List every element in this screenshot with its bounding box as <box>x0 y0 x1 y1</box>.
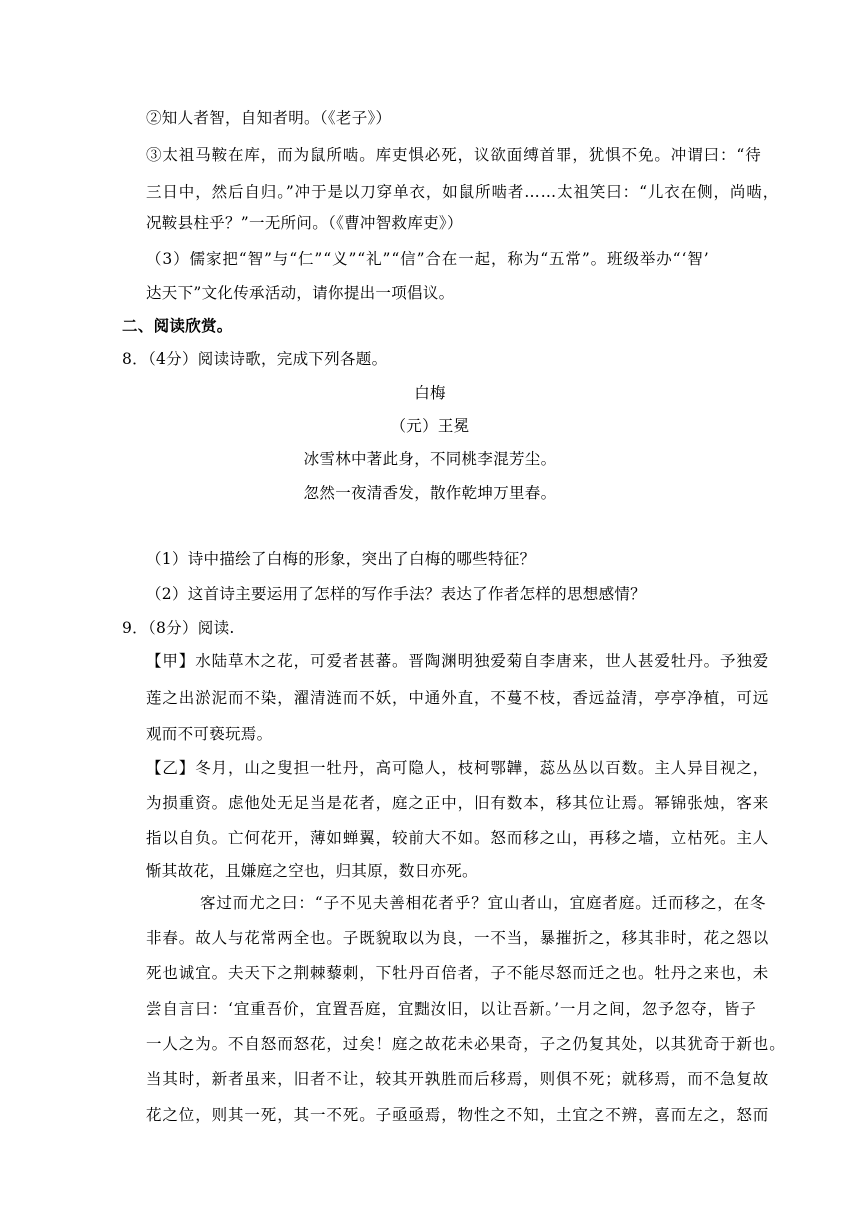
passage-yi-para2-line-3: 死也诚宜。夫天下之荆棘藜刺，下牡丹百倍者，子不能尽怒而迁之也。牡丹之来也，未 <box>146 964 770 982</box>
passage-yi-para2-line-6: 当其时，新者虽来，旧者不让，较其开孰胜而后移焉，则俱不死；就移焉，而不急复故 <box>146 1070 770 1088</box>
passage-jia-line-3: 观而不可亵玩焉。 <box>146 725 273 743</box>
passage-yi-para2-line-5: 一人之为。不自怒而怒花，过矣！庭之故花未必果奇，子之仍复其处，以其犹奇于新也。 <box>146 1035 786 1053</box>
quote-item-3-line-3: 况鞍县柱乎？”一无所问。（《曹冲智救库吏》） <box>146 214 463 232</box>
question-8-sub-1: （1）诗中描绘了白梅的形象，突出了白梅的哪些特征？ <box>146 550 536 568</box>
passage-yi-para2-line-7: 花之位，则其一死，其一不死。子亟亟焉，物性之不知，土宜之不辨，喜而左之，怒而 <box>146 1106 770 1124</box>
passage-yi-line-1: 【乙】冬月，山之叟担一牡丹，高可隐人，枝柯鄂韡，蕊丛丛以百数。主人异目视之， <box>146 759 770 777</box>
section-2-heading: 二、阅读欣赏。 <box>122 316 233 335</box>
passage-jia-line-1: 【甲】水陆草木之花，可爱者甚蕃。晋陶渊明独爱菊自李唐来，世人甚爱牡丹。予独爱 <box>146 652 770 670</box>
question-8-stem: 8．（4分）阅读诗歌，完成下列各题。 <box>122 350 388 368</box>
poem-title: 白梅 <box>414 384 446 402</box>
passage-yi-line-2: 为损重资。虑他处无足当是花者，庭之正中，旧有数本，移其位让焉。幂锦张烛，客来 <box>146 794 770 812</box>
passage-jia-line-2: 莲之出淤泥而不染，濯清涟而不妖，中通外直，不蔓不枝，香远益清，亭亭净植，可远 <box>146 689 770 707</box>
quote-item-3-line-1: ③太祖马鞍在库，而为鼠所啮。库吏惧必死，议欲面缚首罪，犹惧不免。冲谓曰：“待 <box>146 146 762 164</box>
passage-yi-para2-line-1: 客过而尤之曰：“子不见夫善相花者乎？宜山者山，宜庭者庭。迁而移之，在冬 <box>200 894 767 912</box>
passage-yi-line-4: 惭其故花，且嫌庭之空也，归其原，数日亦死。 <box>146 862 478 880</box>
passage-yi-para2-line-2: 非春。故人与花常两全也。子既貌取以为良，一不当，暴摧折之，移其非时，花之怨以 <box>146 929 770 947</box>
question-3-line-2: 达天下”文化传承活动，请你提出一项倡议。 <box>146 284 455 302</box>
passage-yi-para2-line-4: 尝自言曰：‘宜重吾价，宜置吾庭，宜黜汝旧，以让吾新。’一月之间，忽予忽夺，皆子 <box>146 1000 757 1018</box>
quote-item-2: ②知人者智，自知者明。（《老子》） <box>146 109 392 127</box>
poem-line-1: 冰雪林中著此身，不同桃李混芳尘。 <box>303 450 557 468</box>
question-8-sub-2: （2）这首诗主要运用了怎样的写作手法？表达了作者怎样的思想感情？ <box>146 585 646 603</box>
passage-yi-line-3: 指以自负。亡何花开，薄如蝉翼，较前大不如。怒而移之山，再移之墙，立枯死。主人 <box>146 829 770 847</box>
poem-author: （元）王冕 <box>390 417 470 435</box>
question-9-stem: 9．（8分）阅读. <box>122 619 235 637</box>
poem-line-2: 忽然一夜清香发，散作乾坤万里春。 <box>303 484 557 502</box>
question-3-line-1: （3）儒家把“智”与“仁”“义”“礼”“信”合在一起，称为“五常”。班级举办“‘智’ <box>146 250 710 268</box>
quote-item-3-line-2: 三日中，然后自归。”冲于是以刀穿单衣，如鼠所啮者……太祖笑曰：“儿衣在侧，尚啮， <box>146 183 780 201</box>
